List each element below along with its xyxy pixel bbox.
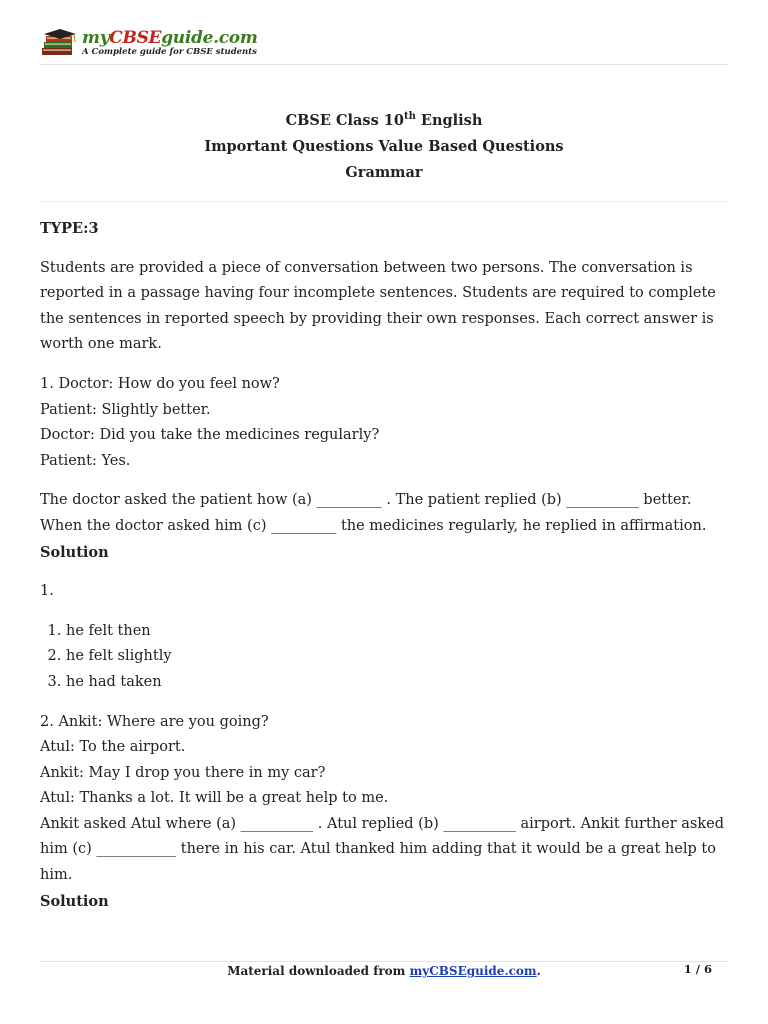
footer-suffix: . <box>536 964 541 978</box>
books-icon <box>40 28 80 58</box>
page-footer <box>40 962 728 984</box>
answer-list <box>40 619 728 696</box>
dialogue-line: 2. Ankit: Where are you going? <box>40 713 269 730</box>
dialogue-line: Ankit: May I drop you there in my car? <box>40 764 326 781</box>
title-line-1: CBSE Class 10th English <box>285 111 483 129</box>
intro-paragraph: Students are provided a piece of conversation between two persons. The conversation is reported in a passage having four incomplete sentences. Students are required to complete the sentences in reported speech by providing their own responses. Each correct answer is worth one mark. <box>40 259 716 353</box>
logo-cbse: CBSE <box>109 27 162 48</box>
title-line-3: Grammar <box>345 163 423 181</box>
dialogue-line: 1. Doctor: How do you feel now? <box>40 375 280 392</box>
document-title <box>40 104 728 186</box>
footer-text: Material downloaded from <box>227 964 410 978</box>
title-divider <box>40 201 728 202</box>
page-number: 1 / 6 <box>683 962 712 976</box>
question-2-passage: Ankit asked Atul where (a) __________ . Atul replied (b) __________ airport. Ankit further asked him (c) ___________ there in his car. Atul thanked him adding that it would be a great help to him. <box>40 815 725 884</box>
list-item: 1. he felt then <box>66 619 728 645</box>
question-2-dialogue <box>40 710 728 812</box>
logo-guide: guide.com <box>161 27 258 48</box>
document-body <box>40 216 728 914</box>
page-header <box>40 24 728 65</box>
list-item: 2. he felt slightly <box>66 644 728 670</box>
logo-tagline: A Complete guide for CBSE students <box>82 46 257 57</box>
dialogue-line: Atul: To the airport. <box>40 739 186 756</box>
solution-label: Solution <box>40 892 109 910</box>
title-line-2: Important Questions Value Based Questions <box>204 137 564 155</box>
solution-label: Solution <box>40 543 109 561</box>
dialogue-line: Doctor: Did you take the medicines regularly? <box>40 427 380 444</box>
list-item: 3. he had taken <box>66 670 728 696</box>
dialogue-line: Atul: Thanks a lot. It will be a great help to me. <box>40 790 389 807</box>
type-label: TYPE:3 <box>40 220 99 237</box>
site-logo[interactable] <box>40 26 258 60</box>
footer-link[interactable]: myCBSEguide.com <box>409 964 537 978</box>
dialogue-line: Patient: Slightly better. <box>40 401 211 418</box>
answer-number: 1. <box>40 583 54 600</box>
question-1-dialogue <box>40 372 728 474</box>
question-1-passage: The doctor asked the patient how (a) _________ . The patient replied (b) __________ better. When the doctor asked him (c) _________ the medicines regularly, he replied in affirmation. <box>40 492 707 534</box>
dialogue-line: Patient: Yes. <box>40 452 131 469</box>
logo-my: my <box>82 27 110 48</box>
logo-wordmark <box>82 27 258 48</box>
